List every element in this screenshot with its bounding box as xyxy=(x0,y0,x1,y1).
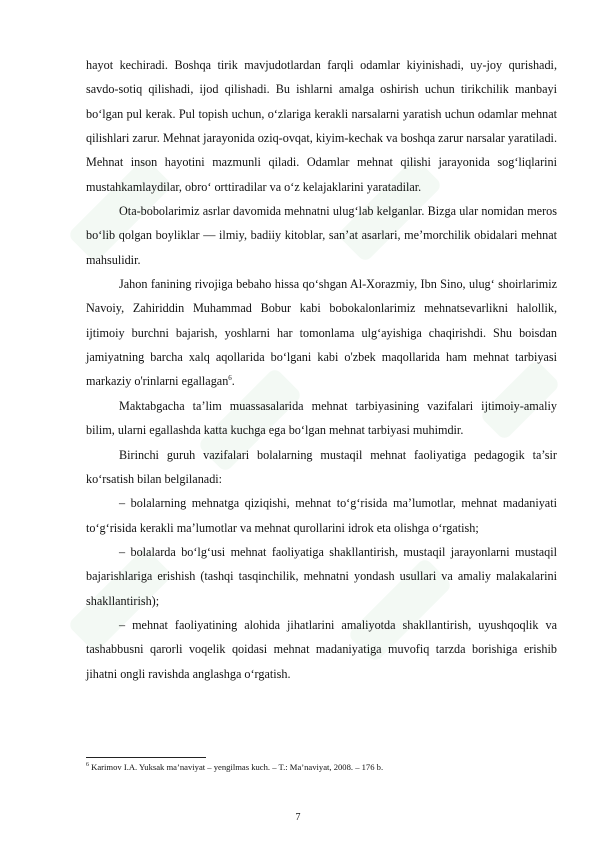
footnote xyxy=(86,762,557,773)
list-item-3: – mehnat faoliyatining alohida jihatlarini amaliyotda shakllantirish, uyushqoqlik va tashabbusni qarorli voqelik qoidasi mehnat madaniyatiga muvofiq tarzda borishiga erishib jihatni ongli ravishda anglashga o‘rgatish. xyxy=(86,617,557,681)
paragraph-5: Birinchi guruh vazifalari bolalarning mustaqil mehnat faoliyatiga pedagogik ta’sir ko‘rsatish bilan belgilanadi: xyxy=(86,447,557,486)
page-number: 7 xyxy=(295,812,301,823)
paragraph-2: Ota-bobolarimiz asrlar davomida mehnatni ulug‘lab kelganlar. Bizga ular nomidan meros bo‘lib qolgan boyliklar — ilmiy, badiiy kitoblar, san’at asarlari, me’morchilik obidalari mehnat mahsulidir. xyxy=(86,204,557,267)
paragraph-3: Jahon fanining rivojiga bebaho hissa qo‘shgan Al-Xorazmiy, Ibn Sino, ulug‘ shoirlarimiz Navoiy, Zahiriddin Muhammad Bobur kabi bobokalonlarimiz mehnatsevarlikni halollik, ijtimoiy burchni bajarish, yoshlarni har tomonlama ulg‘ayishiga chaqirishdi. Shu boisdan jamiyatning barcha xalq aqollarida bo‘lgani kabi o'zbek maqollarida ham mehnat tarbiyasi markaziy o'rinlarni egallagan$^6$. xyxy=(86,277,557,389)
paragraph-4: Maktabgacha ta’lim muassasalarida mehnat tarbiyasining vazifalari ijtimoiy-amaliy bilim, ularni egallashda katta kuchga ega bo‘lgan mehnat tarbiyasi muhimdir. xyxy=(86,398,557,438)
paragraph-1: hayot kechiradi. Boshqa tirik mavjudotlardan farqli odamlar kiyinishadi, uy-joy qurishadi, savdo-sotiq qilishadi, ijod qilishadi. Bu ishlarni amalga oshirish uchun tirikchilik manbayi bo‘lgan pul kerak. Pul topish uchun, o‘zlariga kerakli narsalarni yaratish uchun odamlar mehnat qilishlari zarur. Mehnat jarayonida oziq-ovqat, kiyim-kechak va boshqa zarur narsalar yaratiladi. Mehnat inson hayotini mazmunli qiladi. Odamlar mehnat qilishi jarayonida sog‘liqlarini mustahkamlaydilar, obro‘ orttiradilar va o‘z kelajaklarini yaratadilar. xyxy=(86,58,557,194)
footnote-reference[interactable]: 6 xyxy=(228,374,232,383)
footnote-divider xyxy=(86,757,206,758)
footnote-text: Karimov I.A. Yuksak ma’naviyat – yengilmas kuch. – T.: Ma’naviyat, 2008. – 176 b. xyxy=(89,762,384,772)
footnote-number: 6 xyxy=(86,762,89,769)
body-text xyxy=(86,53,557,686)
list-item-2: – bolalarda bo‘lg‘usi mehnat faoliyatiga shakllantirish, mustaqil jarayonlarni mustaqil bajarishlariga erishish (tashqi tasqinchilik, mehnatni yondash usullari va amaliy malakalarini shakllantirish); xyxy=(86,544,557,608)
list-item-1: – bolalarning mehnatga qiziqishi, mehnat to‘g‘risida ma’lumotlar, mehnat madaniyati to‘g‘risida kerakli ma’lumotlar va mehnat qurollarini idrok eta olishga o‘rgatish; xyxy=(86,496,557,535)
